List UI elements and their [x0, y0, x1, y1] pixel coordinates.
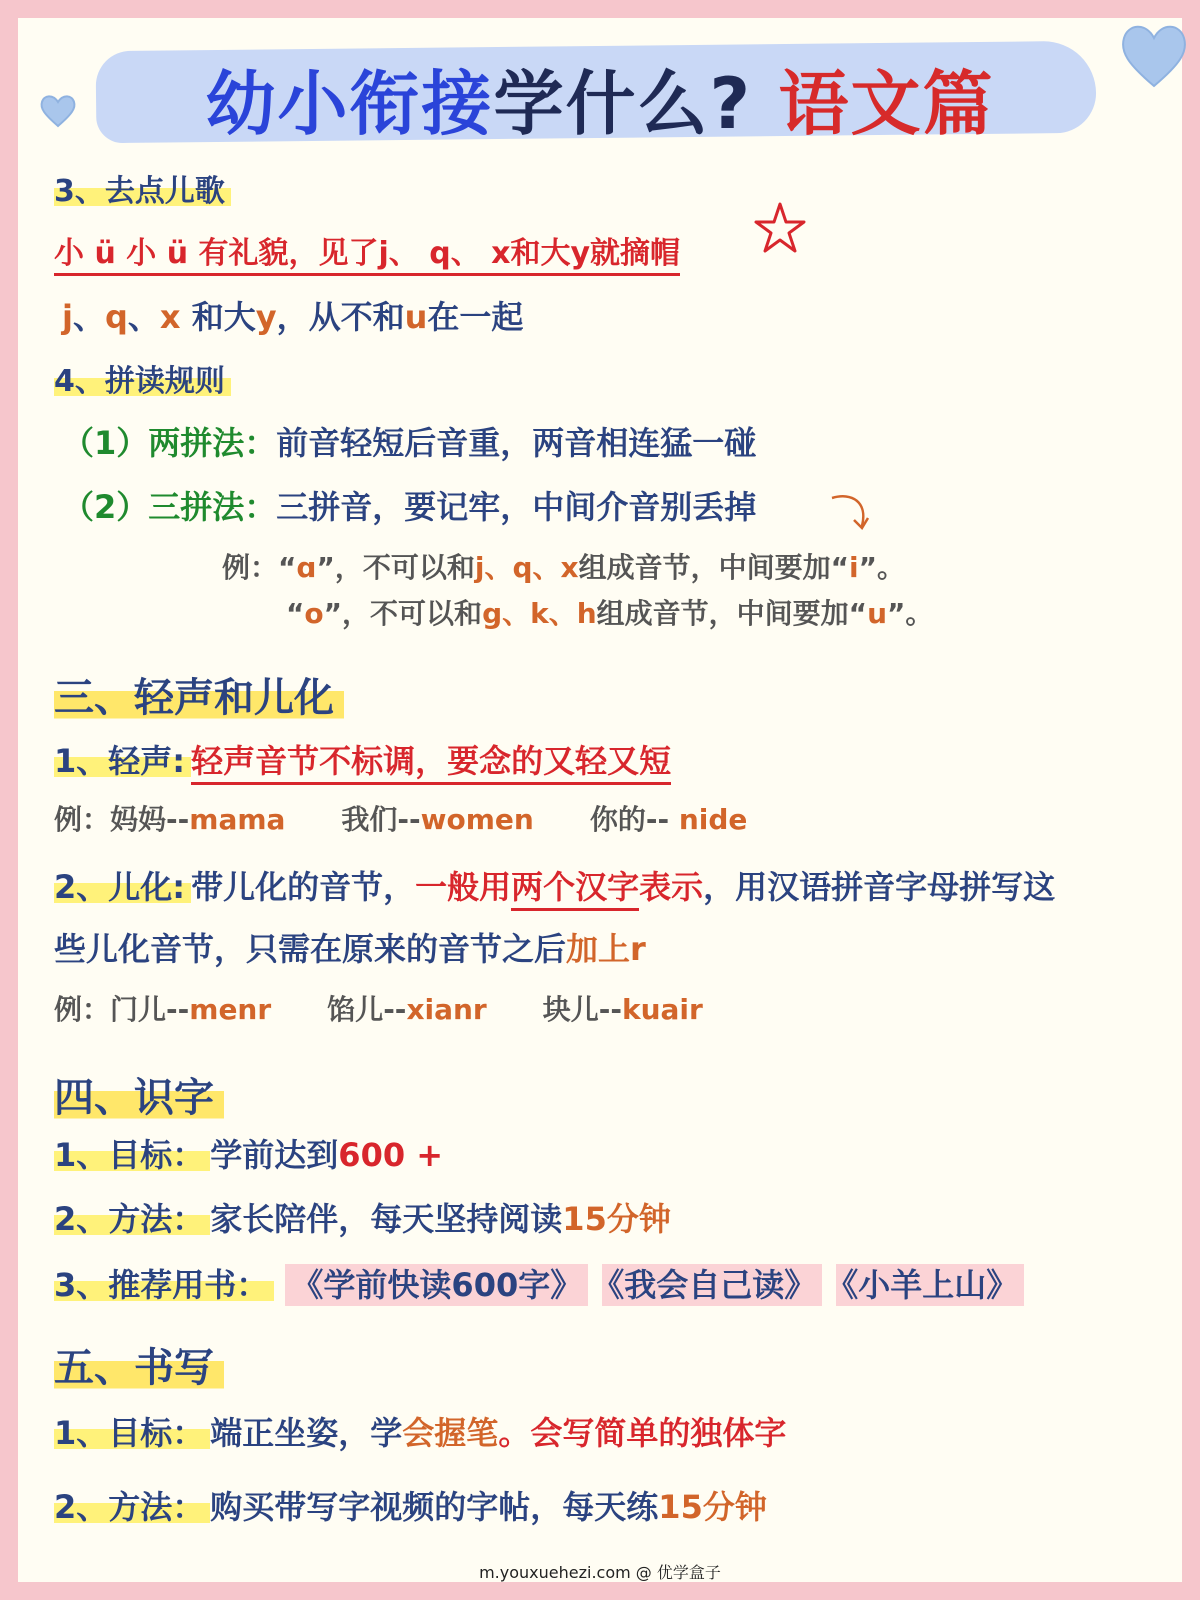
- literacy-goal: 1、目标： 学前达到600 +: [54, 1136, 444, 1174]
- book-title: 《我会自己读》: [602, 1264, 822, 1306]
- writing-goal: 1、目标： 端正坐姿，学会握笔。会写简单的独体字: [54, 1414, 787, 1452]
- literacy-books: 3、推荐用书： 《学前快读600字》 《我会自己读》 《小羊上山》: [54, 1260, 1038, 1306]
- book-title: 《学前快读600字》: [285, 1264, 588, 1306]
- rule-line: j、q、x 和大y，从不和u在一起: [62, 298, 524, 336]
- erhua-rule-line2: 些儿化音节，只需在原来的音节之后加上r: [54, 930, 646, 968]
- section-heading-literacy: 四、识字: [54, 1066, 224, 1123]
- book-title: 《小羊上山》: [836, 1264, 1024, 1306]
- writing-method: 2、方法： 购买带写字视频的字帖，每天练15分钟: [54, 1488, 767, 1526]
- example-a: 例：“ɑ”，不可以和j、q、x组成音节，中间要加“i”。: [222, 551, 905, 584]
- literacy-method: 2、方法： 家长陪伴，每天坚持阅读15分钟: [54, 1200, 671, 1238]
- rhyme-line: 小 ü 小 ü 有礼貌，见了j、 q、 x和大y就摘帽: [54, 228, 680, 272]
- example-o: “o”，不可以和g、k、h组成音节，中间要加“u”。: [286, 597, 934, 630]
- star-doodle-icon: [752, 200, 808, 256]
- rule-three-part: （2）三拼法：三拼音，要记牢，中间介音别丢掉: [62, 488, 757, 526]
- rule-two-part: （1）两拼法：前音轻短后音重，两音相连猛一碰: [62, 424, 757, 462]
- curved-arrow-icon: [828, 488, 878, 538]
- page-title: 幼小衔接学什么? 语文篇: [205, 63, 995, 145]
- section-heading-writing: 五、书写: [54, 1336, 224, 1393]
- erhua-examples: 例：门儿--menr 馅儿--xianr 块儿--kuair: [54, 993, 703, 1026]
- neutral-tone-rule: 1、轻声: 轻声音节不标调，要念的又轻又短: [54, 736, 671, 782]
- section-heading-neutral-tone: 三、轻声和儿化: [54, 666, 344, 723]
- erhua-rule-line1: 2、儿化: 带儿化的音节，一般用两个汉字表示，用汉语拼音字母拼写这: [54, 862, 1055, 908]
- neutral-tone-examples: 例：妈妈--mama 我们--women 你的-- nide: [54, 803, 748, 836]
- subheading-rules: 4、拼读规则: [54, 356, 231, 400]
- subheading-rhyme: 3、去点儿歌: [54, 166, 231, 210]
- footer-watermark: m.youxuehezi.com @ 优学盒子: [479, 1563, 721, 1582]
